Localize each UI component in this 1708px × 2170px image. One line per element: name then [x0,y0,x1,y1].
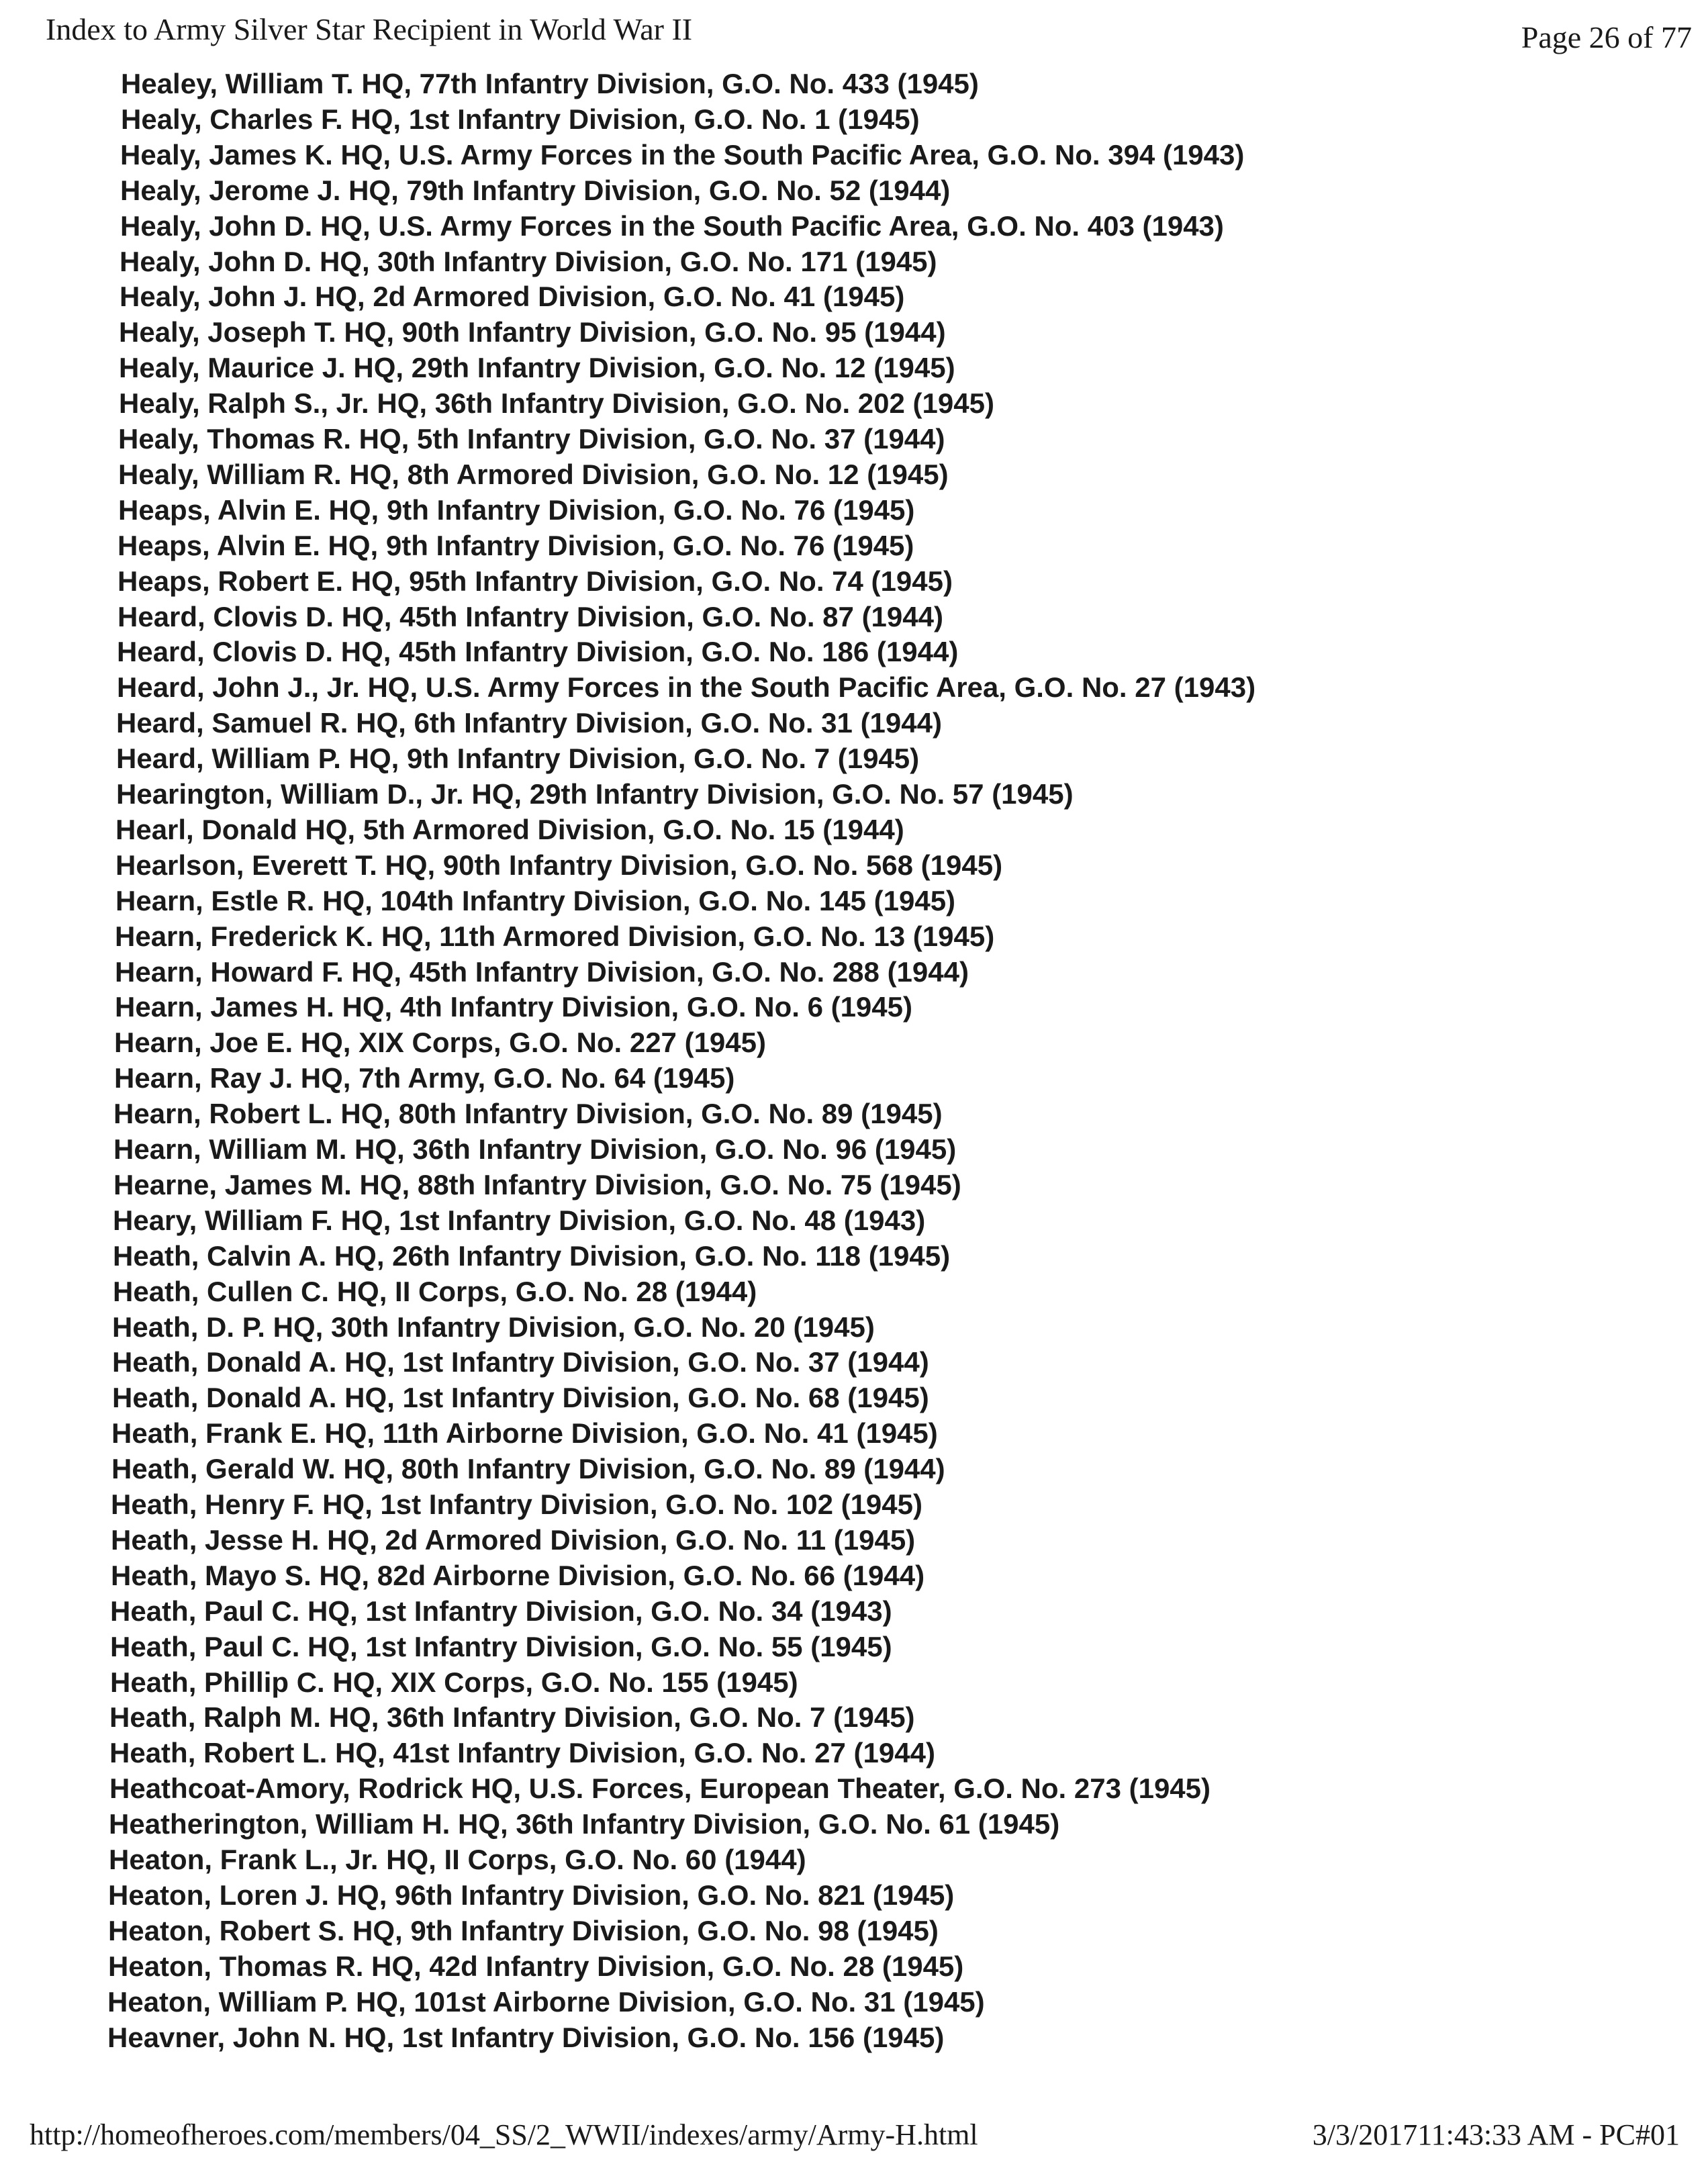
list-item: Healy, James K. HQ, U.S. Army Forces in the South Pacific Area, G.O. No. 394 (1943) [120,138,1245,171]
document-title: Index to Army Silver Star Recipient in World War II [46,12,693,46]
list-item: Hearn, James H. HQ, 4th Infantry Division, G.O. No. 6 (1945) [115,991,912,1023]
list-item: Hearl, Donald HQ, 5th Armored Division, G.O. No. 15 (1944) [115,813,904,845]
list-item: Heaton, Thomas R. HQ, 42d Infantry Division, G.O. No. 28 (1945) [108,1950,964,1982]
list-item: Healy, Jerome J. HQ, 79th Infantry Division, G.O. No. 52 (1944) [120,174,951,206]
list-item: Hearn, Howard F. HQ, 45th Infantry Division, G.O. No. 288 (1944) [115,955,969,988]
list-item: Hearn, Joe E. HQ, XIX Corps, G.O. No. 227 (1945) [114,1027,766,1059]
list-item: Heath, Calvin A. HQ, 26th Infantry Division, G.O. No. 118 (1945) [113,1239,951,1272]
list-item: Heary, William F. HQ, 1st Infantry Division, G.O. No. 48 (1943) [113,1204,926,1236]
list-item: Heath, Donald A. HQ, 1st Infantry Division, G.O. No. 37 (1944) [112,1346,929,1378]
source-url: http://homeofheroes.com/members/04_SS/2_WWII/indexes/army/Army-H.html [30,2118,978,2151]
list-item: Heath, Henry F. HQ, 1st Infantry Division, G.O. No. 102 (1945) [111,1489,922,1520]
list-item: Hearn, Estle R. HQ, 104th Infantry Division, G.O. No. 145 (1945) [115,884,956,916]
list-item: Heath, D. P. HQ, 30th Infantry Division, G.O. No. 20 (1945) [112,1311,875,1343]
list-item: Heath, Ralph M. HQ, 36th Infantry Division, G.O. No. 7 (1945) [109,1701,915,1734]
list-item: Heath, Paul C. HQ, 1st Infantry Division, G.O. No. 34 (1943) [110,1595,892,1627]
list-item: Heaps, Robert E. HQ, 95th Infantry Division, G.O. No. 74 (1945) [117,565,953,597]
list-item: Heaton, Robert S. HQ, 9th Infantry Division, G.O. No. 98 (1945) [108,1914,939,1946]
list-item: Healy, Thomas R. HQ, 5th Infantry Division, G.O. No. 37 (1944) [118,423,945,455]
list-item: Healy, Charles F. HQ, 1st Infantry Division, G.O. No. 1 (1945) [121,103,920,135]
list-item: Healy, John D. HQ, 30th Infantry Division, G.O. No. 171 (1945) [120,245,937,277]
print-timestamp: 3/3/201711:43:33 AM - PC#01 [1312,2118,1680,2151]
list-item: Healey, William T. HQ, 77th Infantry Division, G.O. No. 433 (1945) [121,68,979,99]
list-item: Heath, Robert L. HQ, 41st Infantry Division, G.O. No. 27 (1944) [109,1737,935,1769]
list-item: Hearn, Robert L. HQ, 80th Infantry Division, G.O. No. 89 (1945) [113,1098,943,1130]
list-item: Heath, Gerald W. HQ, 80th Infantry Division, G.O. No. 89 (1944) [111,1453,945,1485]
list-item: Healy, Maurice J. HQ, 29th Infantry Division, G.O. No. 12 (1945) [119,352,955,384]
list-item: Hearn, William M. HQ, 36th Infantry Division, G.O. No. 96 (1945) [113,1133,957,1165]
list-item: Heath, Phillip C. HQ, XIX Corps, G.O. No. 155 (1945) [110,1666,798,1698]
page-indicator: Page 26 of 77 [1521,20,1692,54]
list-item: Heath, Frank E. HQ, 11th Airborne Division, G.O. No. 41 (1945) [111,1417,938,1450]
list-item: Healy, Ralph S., Jr. HQ, 36th Infantry Division, G.O. No. 202 (1945) [119,387,994,420]
list-item: Healy, Joseph T. HQ, 90th Infantry Division, G.O. No. 95 (1944) [119,316,946,348]
list-item: Heath, Jesse H. HQ, 2d Armored Division, G.O. No. 11 (1945) [111,1523,916,1556]
list-item: Heaps, Alvin E. HQ, 9th Infantry Division, G.O. No. 76 (1945) [118,493,915,526]
list-item: Heath, Paul C. HQ, 1st Infantry Division, G.O. No. 55 (1945) [110,1630,892,1662]
list-item: Heath, Mayo S. HQ, 82d Airborne Division, G.O. No. 66 (1944) [111,1559,925,1591]
list-item: Heath, Donald A. HQ, 1st Infantry Division, G.O. No. 68 (1945) [112,1382,929,1414]
list-item: Heard, William P. HQ, 9th Infantry Division, G.O. No. 7 (1945) [116,743,920,775]
list-item: Healy, John D. HQ, U.S. Army Forces in the South Pacific Area, G.O. No. 403 (1943) [120,209,1224,242]
list-item: Heaton, William P. HQ, 101st Airborne Division, G.O. No. 31 (1945) [107,1985,985,2018]
list-item: Heatherington, William H. HQ, 36th Infantry Division, G.O. No. 61 (1945) [109,1808,1060,1840]
list-item: Heaps, Alvin E. HQ, 9th Infantry Division, G.O. No. 76 (1945) [117,529,914,561]
list-item: Heard, Samuel R. HQ, 6th Infantry Division, G.O. No. 31 (1944) [116,707,942,739]
list-item: Heard, Clovis D. HQ, 45th Infantry Division, G.O. No. 186 (1944) [117,636,959,668]
list-item: Hearlson, Everett T. HQ, 90th Infantry Division, G.O. No. 568 (1945) [115,849,1003,881]
list-item: Heavner, John N. HQ, 1st Infantry Division, G.O. No. 156 (1945) [107,2021,945,2053]
list-item: Hearington, William D., Jr. HQ, 29th Infantry Division, G.O. No. 57 (1945) [116,778,1074,810]
list-item: Heathcoat-Amory, Rodrick HQ, U.S. Forces, European Theater, G.O. No. 273 (1945) [109,1773,1211,1805]
list-item: Heath, Cullen C. HQ, II Corps, G.O. No. 28 (1944) [113,1275,757,1307]
list-item: Healy, John J. HQ, 2d Armored Division, G.O. No. 41 (1945) [120,281,905,313]
list-item: Healy, William R. HQ, 8th Armored Division, G.O. No. 12 (1945) [118,458,949,490]
list-item: Hearn, Ray J. HQ, 7th Army, G.O. No. 64 (1945) [114,1062,735,1094]
list-item: Heard, John J., Jr. HQ, U.S. Army Forces in the South Pacific Area, G.O. No. 27 (1943) [117,671,1256,704]
list-item: Heaton, Loren J. HQ, 96th Infantry Division, G.O. No. 821 (1945) [108,1879,955,1911]
list-item: Hearne, James M. HQ, 88th Infantry Division, G.O. No. 75 (1945) [113,1168,961,1200]
list-item: Heaton, Frank L., Jr. HQ, II Corps, G.O. No. 60 (1944) [109,1844,806,1875]
list-item: Hearn, Frederick K. HQ, 11th Armored Division, G.O. No. 13 (1945) [115,920,995,952]
list-item: Heard, Clovis D. HQ, 45th Infantry Division, G.O. No. 87 (1944) [117,600,943,632]
